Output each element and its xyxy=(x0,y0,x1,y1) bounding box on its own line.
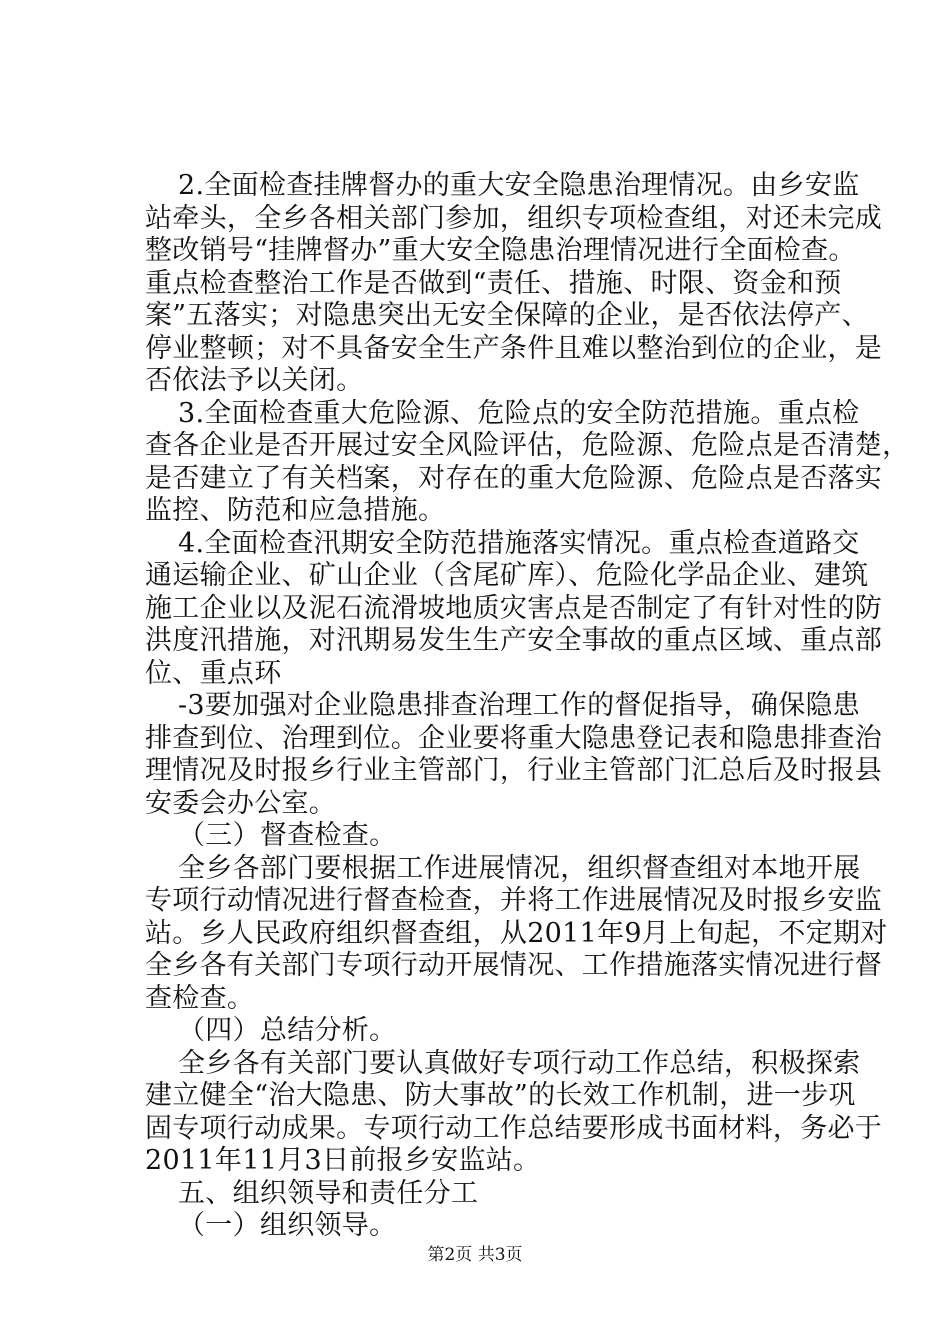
paragraph-line: 整改销号“挂牌督办”重大安全隐患治理情况进行全面检查。 xyxy=(145,235,856,266)
section-heading: （四）总结分析。 xyxy=(178,1015,397,1046)
paragraph-line: 是否建立了有关档案，对存在的重大危险源、危险点是否落实 xyxy=(145,462,883,494)
paragraph-line: 建立健全“治大隐患、防大事故”的长效工作机制，进一步巩 xyxy=(145,1080,856,1111)
section-heading: （三）督查检查。 xyxy=(178,820,397,851)
paragraph-line: 理情况及时报乡行业主管部门，行业主管部门汇总后及时报县 xyxy=(145,755,883,786)
document-body xyxy=(145,170,910,1243)
paragraph-line: 监控、防范和应急措施。 xyxy=(145,495,446,526)
paragraph-line: 全乡各有关部门要认真做好专项行动工作总结，积极探索 xyxy=(178,1047,861,1079)
paragraph-line: 排查到位、治理到位。企业要将重大隐患登记表和隐患排查治 xyxy=(145,722,883,754)
paragraph-line: 2011年11月3日前报乡安监站。 xyxy=(145,1145,541,1176)
paragraph-line: 查各企业是否开展过安全风险评估，危险源、危险点是否清楚， xyxy=(145,430,910,461)
paragraph-line: 4.全面检查汛期安全防范措施落实情况。重点检查道路交 xyxy=(178,527,860,559)
paragraph-line: 停业整顿；对不具备安全生产条件且难以整治到位的企业，是 xyxy=(145,332,883,364)
paragraph-line: 站。乡人民政府组织督查组，从2011年9月上旬起，不定期对 xyxy=(145,917,888,949)
paragraph-line: 洪度汛措施，对汛期易发生生产安全事故的重点区域、重点部 xyxy=(145,625,883,656)
paragraph-line: 案”五落实；对隐患突出无安全保障的企业，是否依法停产、 xyxy=(145,300,869,331)
paragraph-line: 专项行动情况进行督查检查，并将工作进展情况及时报乡安监 xyxy=(145,885,883,916)
page-footer xyxy=(0,1245,950,1265)
paragraph-line: 否依法予以关闭。 xyxy=(145,365,364,396)
section-heading: 五、组织领导和责任分工 xyxy=(178,1177,479,1209)
paragraph-line: 3.全面检查重大危险源、危险点的安全防范措施。重点检 xyxy=(178,397,860,429)
page-number-label: 第2页 共3页 xyxy=(427,1245,523,1265)
paragraph-line: 查检查。 xyxy=(145,982,255,1014)
paragraph-line: 固专项行动成果。专项行动工作总结要形成书面材料，务必于 xyxy=(145,1112,883,1144)
paragraph-line: 重点检查整治工作是否做到“责任、措施、时限、资金和预 xyxy=(145,267,842,299)
paragraph-line: 2.全面检查挂牌督办的重大安全隐患治理情况。由乡安监 xyxy=(178,170,860,201)
paragraph-line: 全乡各部门要根据工作进展情况，组织督查组对本地开展 xyxy=(178,852,861,884)
paragraph-line: 全乡各有关部门专项行动开展情况、工作措施落实情况进行督 xyxy=(145,950,883,981)
section-heading: （一）组织领导。 xyxy=(178,1210,397,1241)
paragraph-line: -3要加强对企业隐患排查治理工作的督促指导，确保隐患 xyxy=(178,690,861,721)
paragraph-line: 施工企业以及泥石流滑坡地质灾害点是否制定了有针对性的防 xyxy=(145,592,883,624)
paragraph-line: 位、重点环 xyxy=(145,657,282,689)
paragraph-line: 通运输企业、矿山企业（含尾矿库）、危险化学品企业、建筑 xyxy=(145,560,869,591)
paragraph-line: 安委会办公室。 xyxy=(145,787,337,819)
paragraph-line: 站牵头，全乡各相关部门参加，组织专项检查组，对还未完成 xyxy=(145,202,883,234)
